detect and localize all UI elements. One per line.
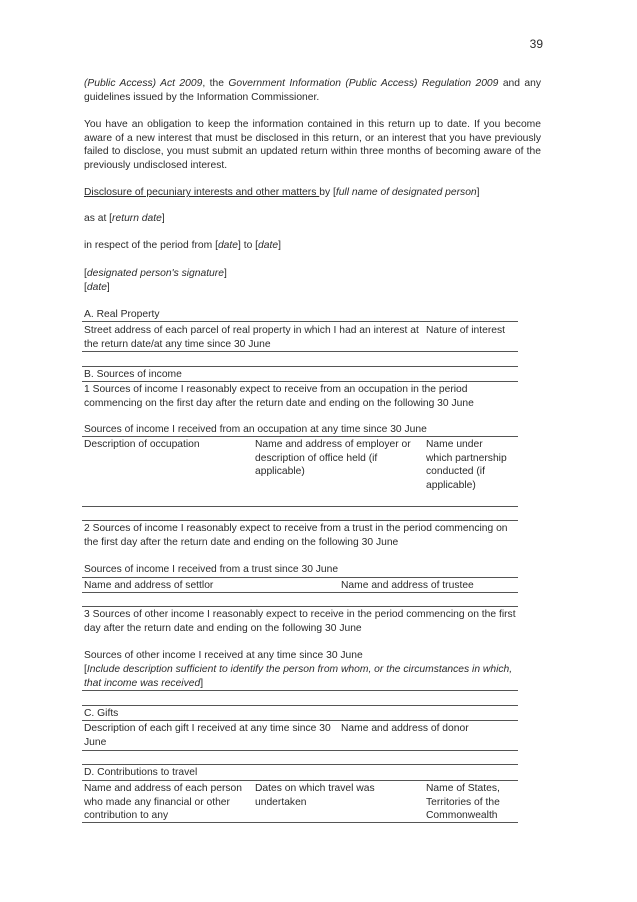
trust-col-trustee: Name and address of trustee <box>341 580 474 591</box>
occupation-col-description: Description of occupation <box>84 439 200 450</box>
signature-date-line: [date] <box>84 282 110 293</box>
divider <box>82 780 518 781</box>
disclosure-line: Disclosure of pecuniary interests and other matters by [full name of designated person] <box>84 187 480 198</box>
divider <box>82 750 518 751</box>
trust-col-settlor: Name and address of settlor <box>84 580 214 591</box>
occupation-col-partnership: Name under which partnership conducted (if applicable) <box>426 439 507 491</box>
income-other-text: 3 Sources of other income I reasonably expect to receive in the period commencing on the first day after the return date and ending on the following 30 June <box>84 609 516 634</box>
divider <box>82 520 518 521</box>
occupation-col-employer: Name and address of employer or description of office held (if applicable) <box>255 439 411 477</box>
divider <box>82 436 518 437</box>
divider <box>82 506 518 507</box>
real-property-col-address: Street address of each parcel of real property in which I had an interest at the return date/at any time since 30 June <box>84 325 419 350</box>
section-c-title: C. Gifts <box>84 708 119 719</box>
gift-col-donor: Name and address of donor <box>341 723 469 734</box>
divider <box>82 366 518 367</box>
divider <box>82 690 518 691</box>
travel-col-dates: Dates on which travel was undertaken <box>255 783 375 808</box>
income-other-instruction: [Include description sufficient to identify the person from whom, or the circumstances in which, that income was received] <box>84 664 513 689</box>
section-a-title: A. Real Property <box>84 309 160 320</box>
income-trust-received: Sources of income I received from a trust since 30 June <box>84 564 339 575</box>
income-other-received: Sources of other income I received at any time since 30 June <box>84 650 363 661</box>
income-occupation-received: Sources of income I received from an occupation at any time since 30 June <box>84 424 427 435</box>
section-d-title: D. Contributions to travel <box>84 767 198 778</box>
income-occupation-text: 1 Sources of income I reasonably expect to receive from an occupation in the period commencing on the first day after the return date and ending on the following 30 June <box>84 384 474 409</box>
real-property-col-nature: Nature of interest <box>426 325 505 336</box>
divider <box>82 720 518 721</box>
divider <box>82 764 518 765</box>
as-at-line: as at [return date] <box>84 213 165 224</box>
signature-line: [designated person's signature] <box>84 268 227 279</box>
divider <box>82 351 518 352</box>
travel-col-places: Name of States, Territories of the Commonwealth <box>426 783 500 821</box>
page-number: 39 <box>529 37 543 51</box>
section-b-title: B. Sources of income <box>84 369 182 380</box>
divider <box>82 577 518 578</box>
divider <box>82 822 518 823</box>
divider <box>82 705 518 706</box>
intro-paragraph: (Public Access) Act 2009, the Government Information (Public Access) Regulation 2009 and any guidelines issued by the Information Commissioner. <box>84 78 542 103</box>
divider <box>82 606 518 607</box>
obligation-paragraph: You have an obligation to keep the information contained in this return up to date. If you become aware of a new interest that must be disclosed in this return, or an interest that you have previously failed to disclose, you must submit an updated return within three months of becoming aware of the previously undisclosed interest. <box>84 119 541 171</box>
divider <box>82 592 518 593</box>
divider <box>82 321 518 322</box>
gift-col-description: Description of each gift I received at any time since 30 June <box>84 723 331 748</box>
divider <box>82 381 518 382</box>
travel-col-contributor: Name and address of each person who made any financial or other contribution to any <box>84 783 242 821</box>
income-trust-text: 2 Sources of income I reasonably expect to receive from a trust in the period commencing on the first day after the return date and ending on the following 30 June <box>84 523 508 548</box>
period-line: in respect of the period from [date] to [date] <box>84 240 281 251</box>
